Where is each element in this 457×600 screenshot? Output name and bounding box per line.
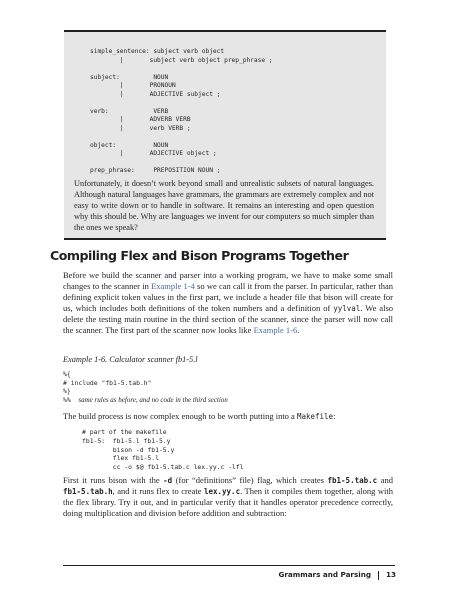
code-line: prep_phrase: PREPOSITION NOUN ;: [90, 167, 221, 174]
code-line: # part of the makefile: [82, 428, 167, 436]
sidebar-box: [64, 30, 386, 240]
code-line: # include "fb1-5.tab.h": [63, 378, 152, 387]
code-line: fb1-5: fb1-5.l fb1-5.y: [82, 436, 171, 445]
code-line: | PRONOUN: [90, 82, 176, 89]
example-caption: Example 1-6. Calculator scanner fb1-5.l: [63, 355, 198, 364]
code-line: | verb VERB ;: [90, 124, 191, 132]
text: Before we build the scanner and parser into a working program, we have to make some small changes to the scanner in: [63, 270, 393, 291]
code-line: flex fb1-5.l: [82, 454, 159, 463]
code-line: %}: [63, 387, 71, 395]
code-line: cc -o $@ fb1-5.tab.c lex.yy.c -lfl: [82, 463, 244, 472]
explanation-paragraph: [63, 475, 393, 519]
footer-section: Grammars and Parsing: [278, 570, 371, 579]
makefile-code-block: [82, 428, 244, 472]
code-line: verb: VERB: [90, 107, 169, 115]
text: . We also delete the testing main routine in the third section of the scanner, since the parser will now call the scanner. The first part of the scanner now looks like: [63, 303, 393, 335]
inline-code: yylval: [333, 304, 361, 313]
text: , and it runs flex to create: [112, 486, 204, 496]
inline-code: fb1-5.tab.h: [63, 487, 113, 496]
example-code-block: [63, 370, 228, 404]
text: :: [333, 411, 336, 421]
code-line: %%: [63, 395, 71, 404]
text: . Then it compiles them together, along with the flex library. Try it out, and in particular verify that it handles operator precedence correctly, doing multiplication and division before addition and subtraction:: [63, 486, 393, 518]
page-footer: [278, 570, 396, 580]
footer-rule: [63, 565, 395, 566]
code-comment: same rules as before, and no code in the third section: [78, 395, 228, 404]
sidebar-paragraph: Unfortunately, it doesn’t work beyond small and unrealistic subsets of natural languages. Although natural languages have grammars, the grammars are extremely complex and not easy to write down or to handle in software. It remains an interesting and open question why this should be. Why are languages we invent for our computers so much simpler than the ones we speak?: [74, 179, 374, 232]
inline-code: -d: [163, 476, 173, 485]
code-line: | ADJECTIVE object ;: [90, 150, 217, 157]
grammar-code-block: [90, 48, 273, 176]
section-title: Compiling Flex and Bison Programs Together: [50, 248, 349, 263]
code-line: | subject verb object prep_phrase ;: [90, 56, 273, 64]
code-line: %{: [63, 370, 71, 378]
code-line: subject: NOUN: [90, 73, 169, 81]
example-1-6-link[interactable]: Example 1-6: [253, 325, 298, 335]
text: so we can call it from the parser. In particular, rather than defining explicit token values in the first part, we include a header file that bison will create for us, which includes both definitions of the token numbers and a definition of: [63, 281, 393, 313]
code-line: object: NOUN: [90, 141, 169, 149]
text: The build process is now complex enough to be worth putting into a: [63, 411, 297, 421]
code-line: | ADVERB VERB: [90, 116, 191, 123]
intro-paragraph: [63, 270, 393, 336]
footer-separator: [378, 571, 379, 580]
inline-code: Makefile: [296, 412, 334, 421]
code-line: bison -d fb1-5.y: [82, 445, 175, 454]
text: (for “definitions” file) flag, which creates: [172, 475, 328, 485]
build-paragraph: [63, 411, 393, 422]
code-line: simple_sentence: subject verb object: [90, 48, 225, 55]
text: and: [377, 475, 393, 485]
example-1-4-link[interactable]: Example 1-4: [151, 281, 195, 291]
text: .: [297, 325, 300, 335]
page-number: 13: [385, 570, 396, 579]
text: First it runs bison with the: [63, 475, 164, 485]
code-line: | ADJECTIVE subject ;: [90, 90, 221, 98]
inline-code: fb1-5.tab.c: [327, 476, 378, 485]
inline-code: lex.yy.c: [203, 487, 241, 496]
